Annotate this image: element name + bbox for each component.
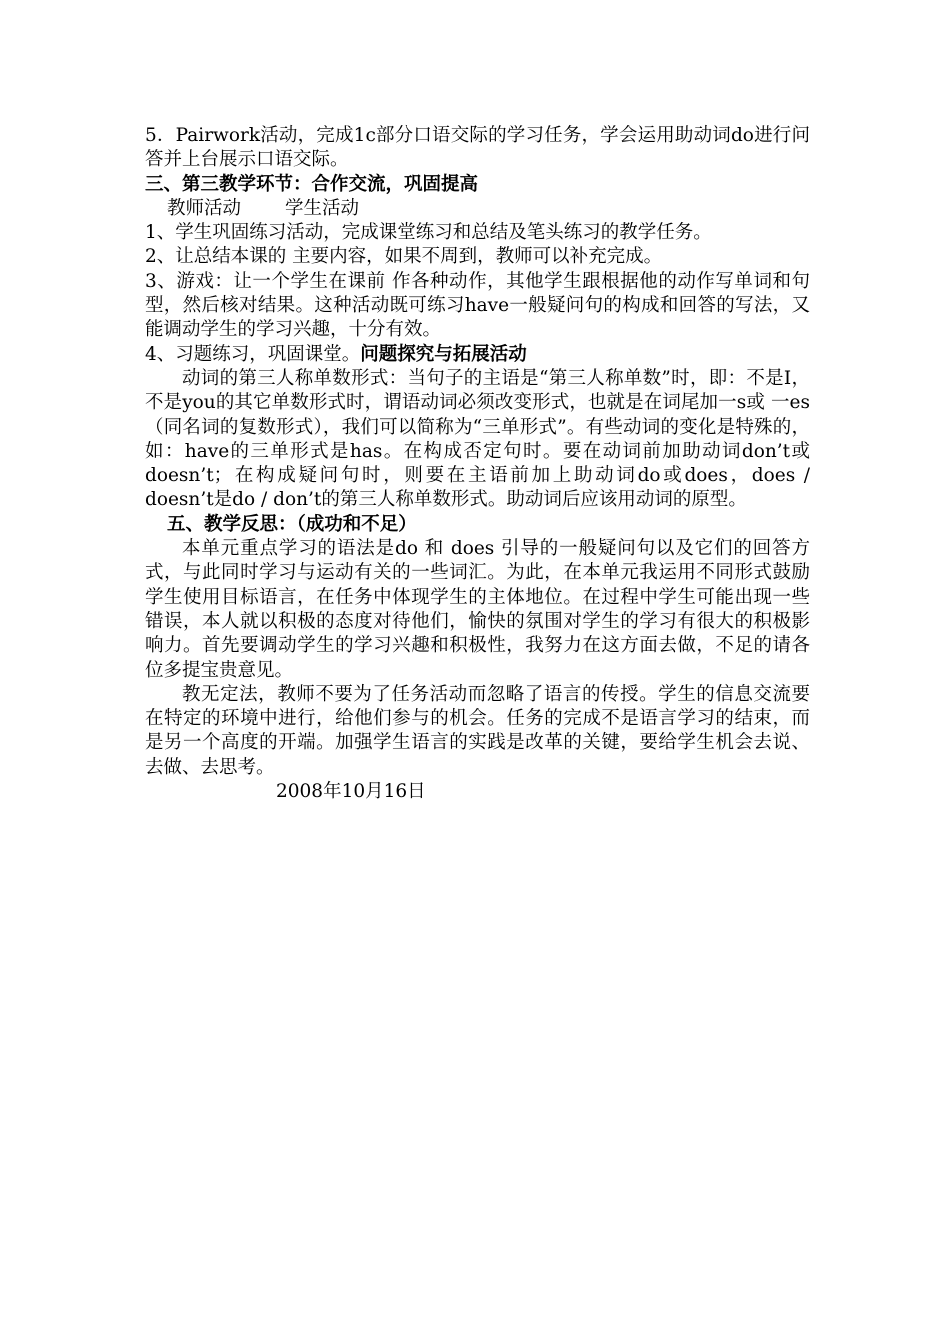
step-4-text: 4、习题练习，巩固课堂。 xyxy=(145,343,361,365)
step-3-game: 3、游戏：让一个学生在课前 作各种动作，其他学生跟根据他的动作写单词和句型，然后核对结果。这种活动既可练习have一般疑问句的构成和回答的写法，又能调动学生的学习兴趣，十分有效。 xyxy=(145,270,810,341)
step-2: 2、让总结本课的 主要内容，如果不周到，教师可以补充完成。 xyxy=(145,246,663,268)
document-body xyxy=(145,124,810,804)
problem-exploration-heading: 问题探究与拓展活动 xyxy=(360,343,527,365)
step-4 xyxy=(145,343,810,367)
teacher-activity-label: 教师活动 xyxy=(167,197,242,219)
document-date: 2008年10月16日 xyxy=(276,781,426,803)
item-5-pairwork: 5．Pairwork活动，完成1c部分口语交际的学习任务，学会运用助动词do进行问答并上台展示口语交际。 xyxy=(145,125,810,171)
section-3-heading: 三、第三教学环节：合作交流，巩固提高 xyxy=(145,173,479,195)
reflection-paragraph-2: 教无定法，教师不要为了任务活动而忽略了语言的传授。学生的信息交流要在特定的环境中进行，给他们参与的机会。任务的完成不是语言学习的结束，而是另一个高度的开端。加强学生语言的实践是改革的关键，要给学生机会去说、去做、去思考。 xyxy=(145,683,810,778)
section-5-heading: 五、教学反思：（成功和不足） xyxy=(167,513,417,535)
student-activity-label: 学生活动 xyxy=(285,197,360,219)
reflection-paragraph-1: 本单元重点学习的语法是do 和 does 引导的一般疑问句以及它们的回答方式，与此同时学习与运动有关的一些词汇。为此，在本单元我运用不同形式鼓励学生使用目标语言，在任务中体现学生的主体地位。在过程中学生可能出现一些错误，本人就以积极的态度对待他们，愉快的氛围对学生的学习有很大的积极影响力。首先要调动学生的学习兴趣和积极性，我努力在这方面去做，不足的请各位多提宝贵意见。 xyxy=(145,538,810,681)
step-1: 1、学生巩固练习活动，完成课堂练习和总结及笔头练习的教学任务。 xyxy=(145,222,712,244)
grammar-paragraph: 动词的第三人称单数形式：当句子的主语是“第三人称单数”时，即：不是I，不是you的其它单数形式时，谓语动词必须改变形式，也就是在词尾加一s或 一es（同名词的复数形式），我们可以简称为“三单形式”。有些动词的变化是特殊的，如：have的三单形式是has。在构成否定句时。要在动词前加助动词don’t或doesn’t；在构成疑问句时，则要在主语前加上助动词do或does，does / doesn’t是do / don’t的第三人称单数形式。助动词后应该用动词的原型。 xyxy=(145,367,810,511)
activity-roles-row xyxy=(145,197,810,221)
